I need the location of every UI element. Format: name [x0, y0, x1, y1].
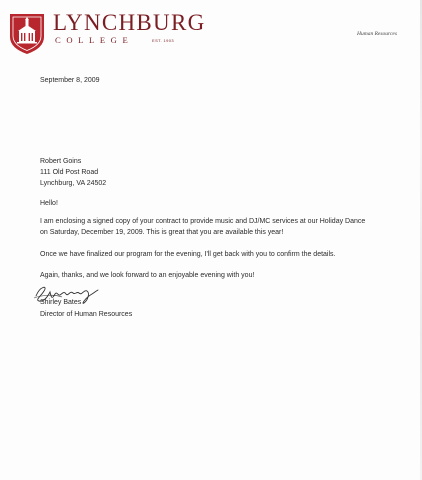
paragraph-1-line-2: on Saturday, December 19, 2009. This is great that you are available this year!: [40, 229, 284, 236]
college-seal-icon: [7, 11, 47, 55]
salutation: Hello!: [40, 200, 58, 207]
closing-line: Again, thanks, and we look forward to an enjoyable evening with you!: [40, 272, 255, 279]
paragraph-1-line-1: I am enclosing a signed copy of your contract to provide music and DJ/MC services at our Holiday Dance: [40, 218, 366, 225]
college-subtitle: COLLEGE: [55, 35, 134, 45]
paragraph-2: Once we have finalized our program for the evening, I'll get back with you to confirm the details.: [40, 251, 336, 258]
letter-date: September 8, 2009: [40, 77, 100, 84]
established-label: EST. 1903: [152, 38, 175, 43]
recipient-name: Robert Goins: [40, 158, 82, 165]
department-label: Human Resources: [357, 31, 397, 37]
signer-title: Director of Human Resources: [40, 311, 133, 318]
college-name: LYNCHBURG: [53, 10, 206, 35]
recipient-city: Lynchburg, VA 24502: [40, 180, 107, 187]
recipient-street: 111 Old Post Road: [40, 169, 99, 176]
signer-name: Shirley Bates: [40, 299, 82, 306]
